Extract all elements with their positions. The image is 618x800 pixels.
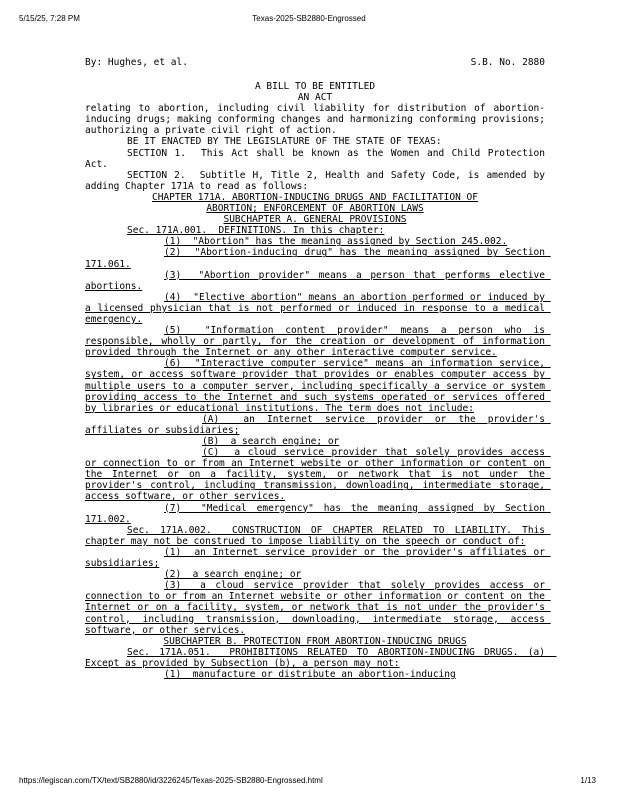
bill-document <box>85 57 557 680</box>
section-2: SECTION 2. Subtitle H, Title 2, Health and Safety Code, is amended by adding Chapter 171A to read as follows: <box>85 169 551 192</box>
subchapter-b-heading: SUBCHAPTER B. PROTECTION FROM ABORTION-INDUCING DRUGS <box>163 635 467 647</box>
subchapter-a-heading: SUBCHAPTER A. GENERAL PROVISIONS <box>223 214 407 226</box>
definition-2: (2) "Abortion-inducing drug" has the meaning assigned by Section 171.061. <box>85 247 551 270</box>
bill-byline <box>85 57 545 81</box>
definition-7: (7) "Medical emergency" has the meaning assigned by Section 171.002. <box>85 502 551 525</box>
construction-item-1: (1) an Internet service provider or the provider's affiliates or subsidiaries; <box>85 546 551 570</box>
definition-6-a: (A) an Internet service provider or the provider's affiliates or subsidiaries; <box>85 413 551 436</box>
bill-subtitle: AN ACT <box>297 92 333 104</box>
construction-item-3: (3) a cloud service provider that solely provides access or connection to or from an Internet website or other information or content on the Internet or on a facility, system, or network that is not under the provider's control, including transmission, downloading, intermediate storage, access software, or other services. <box>85 580 551 636</box>
enacting-clause: BE IT ENACTED BY THE LEGISLATURE OF THE STATE OF TEXAS: <box>127 136 442 148</box>
section-171a-002: Sec. 171A.002. CONSTRUCTION OF CHAPTER RELATED TO LIABILITY. This chapter may not be construed to impose liability on the speech or conduct of: <box>85 524 551 547</box>
chapter-heading-continued: ABORTION; ENFORCEMENT OF ABORTION LAWS <box>206 203 424 215</box>
definition-6-c: (C) a cloud service provider that solely provides access or connection to or from an Internet website or other information or content on the Internet or on a facility, system, or network that is not under the provider's control, including transmission, downloading, intermediate storage, access software, or other services. <box>85 447 551 503</box>
bill-author: By: Hughes, et al. <box>85 57 188 68</box>
definition-1: (1) "Abortion" has the meaning assigned by Section 245.002. <box>164 236 508 248</box>
bill-number: S.B. No. 2880 <box>470 57 545 68</box>
document-tab-title: Texas-2025-SB2880-Engrossed <box>252 14 366 23</box>
definition-4: (4) "Elective abortion" means an abortion performed or induced by a licensed physician that is not performed or induced in response to a medical emergency. <box>85 291 551 325</box>
chapter-heading: CHAPTER 171A. ABORTION-INDUCING DRUGS AND FACILITATION OF <box>151 191 478 203</box>
bill-title: A BILL TO BE ENTITLED <box>254 81 376 92</box>
definition-6: (6) "Interactive computer service" means an information service, system, or access software provider that provides or enables computer access by multiple users to a computer server, including specifically a service or system providing access to the Internet and such systems operated or services offered by libraries or educational institutions. The term does not include: <box>85 358 551 414</box>
section-171a-001: Sec. 171A.001. DEFINITIONS. In this chapter: <box>127 225 385 237</box>
section-171a-051: Sec. 171A.051. PROHIBITIONS RELATED TO ABORTION-INDUCING DRUGS. (a) Except as provided by Subsection (b), a person may not: <box>85 646 557 669</box>
page-url: https://legiscan.com/TX/text/SB2880/id/3226245/Texas-2025-SB2880-Engrossed.html <box>19 776 323 785</box>
browser-timestamp: 5/15/25, 7:28 PM <box>19 14 80 23</box>
definition-6-b: (B) a search engine; or <box>202 436 340 447</box>
definition-5: (5) "Information content provider" means a person who is responsible, wholly or partly, for the creation or development of information provided through the Internet or any other interactive computer service. <box>85 325 551 359</box>
bill-caption: relating to abortion, including civil liability for distribution of abortion-inducing drugs; making conforming changes and harmonizing conforming provisions; authorizing a private civil right of action. <box>85 103 551 137</box>
definition-3: (3) "Abortion provider" means a person that performs elective abortions. <box>85 269 551 292</box>
page-number: 1/13 <box>580 776 596 785</box>
construction-item-2: (2) a search engine; or <box>164 569 302 581</box>
section-1: SECTION 1. This Act shall be known as the Women and Child Protection Act. <box>85 147 551 170</box>
prohibition-item-1: (1) manufacture or distribute an abortion-inducing <box>164 668 456 680</box>
